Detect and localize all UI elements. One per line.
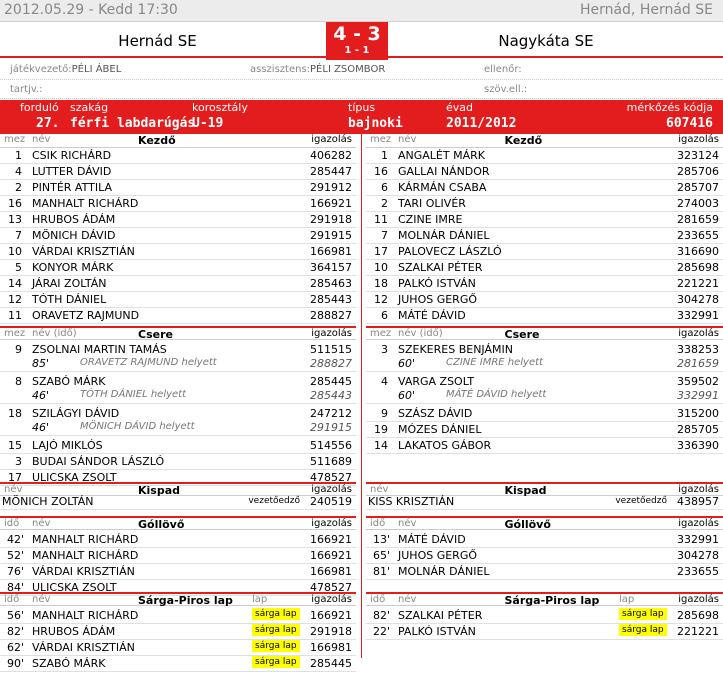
scorer-id: 233655 bbox=[677, 565, 719, 578]
col-header: mez bbox=[370, 134, 392, 145]
goal-row[interactable] bbox=[366, 532, 723, 548]
shirt-number: 3 bbox=[381, 343, 388, 356]
section-header bbox=[0, 592, 356, 606]
carded-player[interactable]: HRUBOS ÁDÁM bbox=[32, 625, 116, 638]
col-header: igazolás bbox=[678, 134, 719, 145]
shirt-number: 2 bbox=[381, 197, 388, 210]
player-id: 285706 bbox=[677, 165, 719, 178]
replaced-id: 281659 bbox=[677, 357, 719, 370]
sub-minute: 85' bbox=[32, 357, 50, 370]
carded-id: 166921 bbox=[310, 609, 352, 622]
scorer-name[interactable]: MÁTÉ DÁVID bbox=[398, 533, 466, 546]
goal-row[interactable] bbox=[0, 548, 356, 564]
scorer-id: 166981 bbox=[310, 565, 352, 578]
scorer-id: 166921 bbox=[310, 549, 352, 562]
fourth-official-label: tartjv.: bbox=[10, 84, 43, 95]
col-header: név bbox=[32, 134, 51, 145]
section-title: Sárga-Piros lap bbox=[138, 594, 233, 607]
sub-minute: 46' bbox=[32, 389, 50, 402]
replaced-id: 288827 bbox=[310, 357, 352, 370]
player-id: 291918 bbox=[310, 213, 352, 226]
yellow-card-badge: sárga lap bbox=[252, 624, 300, 636]
player-id: 359502 bbox=[677, 375, 719, 388]
col-header: név bbox=[4, 484, 23, 495]
player-row[interactable] bbox=[366, 180, 723, 196]
goal-minute: 81' bbox=[372, 565, 390, 578]
player-id: 285705 bbox=[677, 423, 719, 436]
bench-row[interactable] bbox=[366, 494, 723, 510]
card-minute: 82' bbox=[6, 625, 24, 638]
section-title: Kispad bbox=[138, 484, 181, 497]
carded-player[interactable]: MANHALT RICHÁRD bbox=[32, 609, 139, 622]
coach-id: 438957 bbox=[677, 495, 719, 508]
match-venue: Hernád, Hernád SE bbox=[579, 2, 713, 18]
scorer-id: 304278 bbox=[677, 549, 719, 562]
player-id: 285447 bbox=[310, 165, 352, 178]
col-header: mez bbox=[4, 328, 26, 339]
final-score: 4 - 3 bbox=[333, 23, 381, 45]
card-row[interactable] bbox=[0, 656, 356, 672]
home-panel bbox=[0, 134, 356, 670]
goal-minute: 84' bbox=[6, 581, 24, 594]
score-box bbox=[326, 22, 388, 60]
goal-minute: 52' bbox=[6, 549, 24, 562]
player-id: 288827 bbox=[310, 309, 352, 322]
shirt-number: 18 bbox=[374, 277, 388, 290]
replaced-player: MÁTÉ DÁVID helyett bbox=[446, 389, 547, 400]
col-header: igazolás bbox=[311, 134, 352, 145]
carded-id: 285698 bbox=[677, 609, 719, 622]
shirt-number: 14 bbox=[374, 439, 388, 452]
carded-id: 221221 bbox=[677, 625, 719, 638]
section-title: Góllövő bbox=[138, 518, 185, 531]
player-id: 285707 bbox=[677, 181, 719, 194]
col-header: igazolás bbox=[311, 328, 352, 339]
shirt-number: 7 bbox=[15, 229, 22, 242]
player-row[interactable] bbox=[0, 164, 356, 180]
scorer-name[interactable]: MANHALT RICHÁRD bbox=[32, 549, 139, 562]
shirt-number: 3 bbox=[15, 455, 22, 468]
sub-minute: 60' bbox=[398, 357, 416, 370]
shirt-number: 19 bbox=[374, 423, 388, 436]
scorer-name[interactable]: VÁRDAI KRISZTIÁN bbox=[32, 565, 135, 578]
player-row[interactable] bbox=[0, 260, 356, 276]
player-id: 166921 bbox=[310, 197, 352, 210]
goal-minute: 76' bbox=[6, 565, 24, 578]
player-name[interactable]: GALLAI NÁNDOR bbox=[398, 165, 490, 178]
section-title: Kezdő bbox=[504, 134, 543, 147]
player-id: 291915 bbox=[310, 229, 352, 242]
shirt-number: 6 bbox=[381, 309, 388, 322]
shirt-number: 14 bbox=[8, 277, 22, 290]
player-name[interactable]: SZILÁGYI DÁVID bbox=[32, 407, 120, 420]
replaced-id: 291915 bbox=[310, 421, 352, 434]
player-id: 274003 bbox=[677, 197, 719, 210]
player-id: 285443 bbox=[310, 293, 352, 306]
coach-name[interactable]: MÖNICH ZOLTÁN bbox=[2, 495, 94, 508]
player-id: 221221 bbox=[677, 277, 719, 290]
section-title: Kezdő bbox=[138, 134, 176, 147]
coach-role: vezetőedző bbox=[615, 496, 667, 506]
yellow-card-badge: sárga lap bbox=[252, 608, 300, 620]
col-header: idő bbox=[370, 594, 386, 605]
shirt-number: 8 bbox=[15, 375, 22, 388]
player-id: 511689 bbox=[310, 455, 352, 468]
shirt-number: 4 bbox=[381, 375, 388, 388]
officials bbox=[0, 60, 723, 100]
col-header: idő bbox=[4, 518, 20, 529]
sub-row[interactable] bbox=[366, 422, 723, 438]
scorer-name[interactable]: JUHOS GERGŐ bbox=[398, 549, 478, 562]
carded-player[interactable]: SZALKAI PÉTER bbox=[398, 609, 483, 622]
shirt-number: 9 bbox=[381, 407, 388, 420]
referee-label: játékvezető: bbox=[10, 64, 72, 75]
player-name[interactable]: TÓTH DÁNIEL bbox=[32, 293, 107, 306]
referee-name: PÉLI ÁBEL bbox=[71, 64, 122, 75]
player-row[interactable] bbox=[0, 292, 356, 308]
player-name[interactable]: ULICSKA ZSOLT bbox=[32, 471, 117, 484]
player-name[interactable]: SZABÓ MÁRK bbox=[32, 375, 106, 388]
player-name[interactable]: ZSOLNAI MARTIN TAMÁS bbox=[32, 343, 167, 356]
shirt-number: 2 bbox=[15, 181, 22, 194]
shirt-number: 5 bbox=[15, 261, 22, 274]
card-minute: 90' bbox=[6, 657, 24, 670]
col-header: név bbox=[370, 484, 389, 495]
col-header: idő bbox=[370, 518, 386, 529]
player-row[interactable] bbox=[366, 308, 723, 324]
scorer-id: 478527 bbox=[310, 581, 352, 594]
sub-minute: 46' bbox=[32, 421, 50, 434]
card-minute: 56' bbox=[6, 609, 24, 622]
player-id: 285463 bbox=[310, 277, 352, 290]
player-row[interactable] bbox=[366, 244, 723, 260]
goal-row[interactable] bbox=[366, 548, 723, 564]
player-name[interactable]: KÁRMÁN CSABA bbox=[398, 181, 487, 194]
type-label: típus bbox=[348, 101, 376, 114]
card-minute: 22' bbox=[372, 625, 390, 638]
replaced-id: 285443 bbox=[310, 389, 352, 402]
coach-role: vezetőedző bbox=[248, 496, 300, 506]
section-header bbox=[366, 592, 723, 606]
player-name[interactable]: TARI OLIVÉR bbox=[398, 197, 466, 210]
player-row[interactable] bbox=[0, 148, 356, 164]
player-row[interactable] bbox=[0, 212, 356, 228]
player-name[interactable]: MANHALT RICHÁRD bbox=[32, 197, 139, 210]
card-row[interactable] bbox=[0, 608, 356, 624]
shirt-number: 17 bbox=[8, 471, 22, 484]
sub-detail-row bbox=[366, 388, 723, 404]
shirt-number: 1 bbox=[15, 149, 22, 162]
player-id: 316690 bbox=[677, 245, 719, 258]
col-header: lap bbox=[619, 594, 635, 605]
goal-row[interactable] bbox=[0, 532, 356, 548]
goal-minute: 13' bbox=[372, 533, 390, 546]
section-header bbox=[366, 134, 723, 148]
section-title: Sárga-Piros lap bbox=[504, 594, 600, 607]
section-header bbox=[366, 516, 723, 530]
yellow-card-badge: sárga lap bbox=[619, 608, 667, 620]
player-id: 285698 bbox=[677, 261, 719, 274]
player-name[interactable]: MÖNICH DÁVID bbox=[32, 229, 116, 242]
card-minute: 82' bbox=[372, 609, 390, 622]
col-header: név (idő) bbox=[398, 328, 443, 339]
player-name[interactable]: JUHOS GERGŐ bbox=[398, 293, 478, 306]
coach-name[interactable]: KISS KRISZTIÁN bbox=[368, 495, 455, 508]
player-row[interactable] bbox=[0, 180, 356, 196]
shirt-number: 7 bbox=[381, 229, 388, 242]
player-row[interactable] bbox=[366, 164, 723, 180]
shirt-number: 13 bbox=[8, 213, 22, 226]
card-row[interactable] bbox=[366, 624, 723, 640]
player-id: 281659 bbox=[677, 213, 719, 226]
age-label: korosztály bbox=[192, 101, 248, 114]
col-header: igazolás bbox=[678, 518, 719, 529]
card-row[interactable] bbox=[366, 608, 723, 624]
scorer-name[interactable]: MOLNÁR DÁNIEL bbox=[398, 565, 490, 578]
code-value: 607416 bbox=[666, 116, 713, 131]
player-id: 304278 bbox=[677, 293, 719, 306]
player-row[interactable] bbox=[0, 196, 356, 212]
player-name[interactable]: CZINE IMRE bbox=[398, 213, 463, 226]
player-name[interactable]: HRUBOS ÁDÁM bbox=[32, 213, 116, 226]
shirt-number: 6 bbox=[381, 181, 388, 194]
player-name[interactable]: PALOVECZ LÁSZLÓ bbox=[398, 245, 502, 258]
player-id: 247212 bbox=[310, 407, 352, 420]
player-name[interactable]: MÓZES DÁNIEL bbox=[398, 423, 482, 436]
sub-row[interactable] bbox=[0, 438, 356, 454]
section-header bbox=[366, 326, 723, 340]
goal-row[interactable] bbox=[366, 564, 723, 580]
replaced-player: TÓTH DÁNIEL helyett bbox=[80, 389, 187, 400]
col-header: mez bbox=[4, 134, 26, 145]
col-header: név bbox=[398, 134, 417, 145]
goal-minute: 65' bbox=[372, 549, 390, 562]
match-datetime: 2012.05.29 - Kedd 17:30 bbox=[4, 2, 178, 18]
sub-minute: 60' bbox=[398, 389, 416, 402]
shirt-number: 15 bbox=[8, 439, 22, 452]
shirt-number: 9 bbox=[15, 343, 22, 356]
coach-id: 240519 bbox=[310, 495, 352, 508]
player-name[interactable]: VÁRDAI KRISZTIÁN bbox=[32, 245, 135, 258]
match-info-bar bbox=[0, 100, 723, 134]
player-row[interactable] bbox=[366, 276, 723, 292]
player-id: 364157 bbox=[310, 261, 352, 274]
player-id: 323124 bbox=[677, 149, 719, 162]
col-header: idő bbox=[4, 594, 20, 605]
section-title: Csere bbox=[138, 328, 173, 341]
player-name[interactable]: MÁTÉ DÁVID bbox=[398, 309, 466, 322]
yellow-card-badge: sárga lap bbox=[619, 624, 667, 636]
player-row[interactable] bbox=[0, 308, 356, 324]
sub-detail-row bbox=[0, 388, 356, 404]
player-id: 514556 bbox=[310, 439, 352, 452]
player-name[interactable]: KONYOR MÁRK bbox=[32, 261, 114, 274]
col-header: név bbox=[398, 518, 417, 529]
age-value: U-19 bbox=[192, 116, 224, 131]
player-name[interactable]: MOLNÁR DÁNIEL bbox=[398, 229, 490, 242]
branch-label: szakág bbox=[70, 101, 109, 114]
shirt-number: 10 bbox=[8, 245, 22, 258]
shirt-number: 12 bbox=[374, 293, 388, 306]
col-header: név (idő) bbox=[32, 328, 77, 339]
shirt-number: 16 bbox=[374, 165, 388, 178]
col-header: lap bbox=[252, 594, 268, 605]
season-label: évad bbox=[446, 101, 474, 114]
home-team-name[interactable]: Hernád SE bbox=[118, 32, 197, 50]
player-name[interactable]: ORAVETZ RAJMUND bbox=[32, 309, 140, 322]
carded-id: 285445 bbox=[310, 657, 352, 670]
col-header: igazolás bbox=[678, 484, 719, 495]
halftime-score: 1 - 1 bbox=[344, 45, 370, 56]
card-row[interactable] bbox=[0, 624, 356, 640]
away-panel bbox=[366, 134, 723, 658]
scorer-id: 332991 bbox=[677, 533, 719, 546]
col-header: név bbox=[398, 594, 417, 605]
yellow-card-badge: sárga lap bbox=[252, 640, 300, 652]
assistant-label: asszisztens: bbox=[250, 64, 311, 75]
section-header bbox=[0, 326, 356, 340]
col-header: igazolás bbox=[678, 328, 719, 339]
sub-detail-row bbox=[366, 356, 723, 372]
player-row[interactable] bbox=[366, 148, 723, 164]
shirt-number: 4 bbox=[15, 165, 22, 178]
carded-player[interactable]: PALKÓ ISTVÁN bbox=[398, 625, 476, 638]
code-label: mérkőzés kódja bbox=[626, 101, 713, 114]
scorer-id: 166921 bbox=[310, 533, 352, 546]
player-id: 406282 bbox=[310, 149, 352, 162]
player-name[interactable]: SZALKAI PÉTER bbox=[398, 261, 483, 274]
player-id: 338253 bbox=[677, 343, 719, 356]
section-header bbox=[0, 134, 356, 148]
bench-row[interactable] bbox=[0, 494, 356, 510]
away-team-name[interactable]: Nagykáta SE bbox=[498, 32, 594, 50]
col-header: név bbox=[32, 518, 51, 529]
replaced-player: MÖNICH DÁVID helyett bbox=[80, 421, 195, 432]
player-id: 332991 bbox=[677, 309, 719, 322]
card-minute: 62' bbox=[6, 641, 24, 654]
player-id: 511515 bbox=[310, 343, 352, 356]
shirt-number: 10 bbox=[374, 261, 388, 274]
goal-minute: 42' bbox=[6, 533, 24, 546]
season-value: 2011/2012 bbox=[446, 116, 517, 131]
col-header: igazolás bbox=[311, 518, 352, 529]
controller-label: ellenőr: bbox=[484, 64, 522, 75]
player-name[interactable]: LUTTER DÁVID bbox=[32, 165, 112, 178]
section-title: Csere bbox=[504, 328, 540, 341]
player-row[interactable] bbox=[0, 228, 356, 244]
shirt-number: 18 bbox=[8, 407, 22, 420]
section-title: Góllövő bbox=[504, 518, 551, 531]
col-header: mez bbox=[370, 328, 392, 339]
sub-row[interactable] bbox=[366, 406, 723, 422]
sub-detail-row bbox=[0, 356, 356, 372]
top-bar bbox=[0, 0, 723, 22]
shirt-number: 12 bbox=[8, 293, 22, 306]
shirt-number: 11 bbox=[374, 213, 388, 226]
col-header: igazolás bbox=[311, 594, 352, 605]
card-row[interactable] bbox=[0, 640, 356, 656]
player-name[interactable]: JÁRAI ZOLTÁN bbox=[32, 277, 107, 290]
evaluator-label: szöv.ell.: bbox=[484, 84, 528, 95]
player-name[interactable]: BUDAI SÁNDOR LÁSZLÓ bbox=[32, 455, 165, 468]
carded-player[interactable]: SZABÓ MÁRK bbox=[32, 657, 106, 670]
column-separator bbox=[361, 134, 362, 658]
shirt-number: 11 bbox=[8, 309, 22, 322]
player-row[interactable] bbox=[0, 276, 356, 292]
player-row[interactable] bbox=[366, 292, 723, 308]
player-row[interactable] bbox=[366, 228, 723, 244]
assistant-name: PÉLI ZSOMBOR bbox=[310, 64, 386, 75]
carded-id: 291918 bbox=[310, 625, 352, 638]
player-id: 285445 bbox=[310, 375, 352, 388]
player-id: 478527 bbox=[310, 471, 352, 484]
col-header: igazolás bbox=[678, 594, 719, 605]
player-name[interactable]: SZÁSZ DÁVID bbox=[398, 407, 473, 420]
player-row[interactable] bbox=[366, 196, 723, 212]
player-id: 233655 bbox=[677, 229, 719, 242]
scorer-name[interactable]: ULICSKA ZSOLT bbox=[32, 581, 117, 594]
player-name[interactable]: ANGALÉT MÁRK bbox=[398, 149, 485, 162]
shirt-number: 17 bbox=[374, 245, 388, 258]
replaced-player: ORAVETZ RAJMUND helyett bbox=[80, 357, 217, 368]
player-id: 315200 bbox=[677, 407, 719, 420]
carded-player[interactable]: VÁRDAI KRISZTIÁN bbox=[32, 641, 135, 654]
carded-id: 166981 bbox=[310, 641, 352, 654]
round-value: 27. bbox=[36, 116, 60, 131]
shirt-number: 1 bbox=[381, 149, 388, 162]
player-name[interactable]: SZEKERES BENJÁMIN bbox=[398, 343, 513, 356]
player-name[interactable]: CSIK RICHÁRD bbox=[32, 149, 112, 162]
col-header: név bbox=[32, 594, 51, 605]
type-value: bajnoki bbox=[348, 116, 403, 131]
player-id: 166981 bbox=[310, 245, 352, 258]
goal-row[interactable] bbox=[0, 564, 356, 580]
player-name[interactable]: VARGA ZSOLT bbox=[398, 375, 475, 388]
sub-row[interactable] bbox=[0, 454, 356, 470]
col-header: igazolás bbox=[311, 484, 352, 495]
player-name[interactable]: PINTÉR ATTILA bbox=[32, 181, 112, 194]
replaced-id: 332991 bbox=[677, 389, 719, 402]
section-title: Kispad bbox=[504, 484, 547, 497]
sub-row[interactable] bbox=[366, 438, 723, 454]
sub-detail-row bbox=[0, 420, 356, 436]
yellow-card-badge: sárga lap bbox=[252, 656, 300, 668]
player-row[interactable] bbox=[366, 212, 723, 228]
replaced-player: CZINE IMRE helyett bbox=[446, 357, 543, 368]
shirt-number: 16 bbox=[8, 197, 22, 210]
player-row[interactable] bbox=[366, 260, 723, 276]
player-row[interactable] bbox=[0, 244, 356, 260]
scorer-name[interactable]: MANHALT RICHÁRD bbox=[32, 533, 139, 546]
section-header bbox=[0, 516, 356, 530]
player-id: 336390 bbox=[677, 439, 719, 452]
player-name[interactable]: LAJÓ MIKLÓS bbox=[32, 439, 103, 452]
branch-value: férfi labdarúgás bbox=[70, 116, 196, 131]
player-id: 291912 bbox=[310, 181, 352, 194]
round-label: forduló bbox=[20, 101, 59, 114]
player-name[interactable]: PALKÓ ISTVÁN bbox=[398, 277, 476, 290]
player-name[interactable]: LAKATOS GÁBOR bbox=[398, 439, 492, 452]
